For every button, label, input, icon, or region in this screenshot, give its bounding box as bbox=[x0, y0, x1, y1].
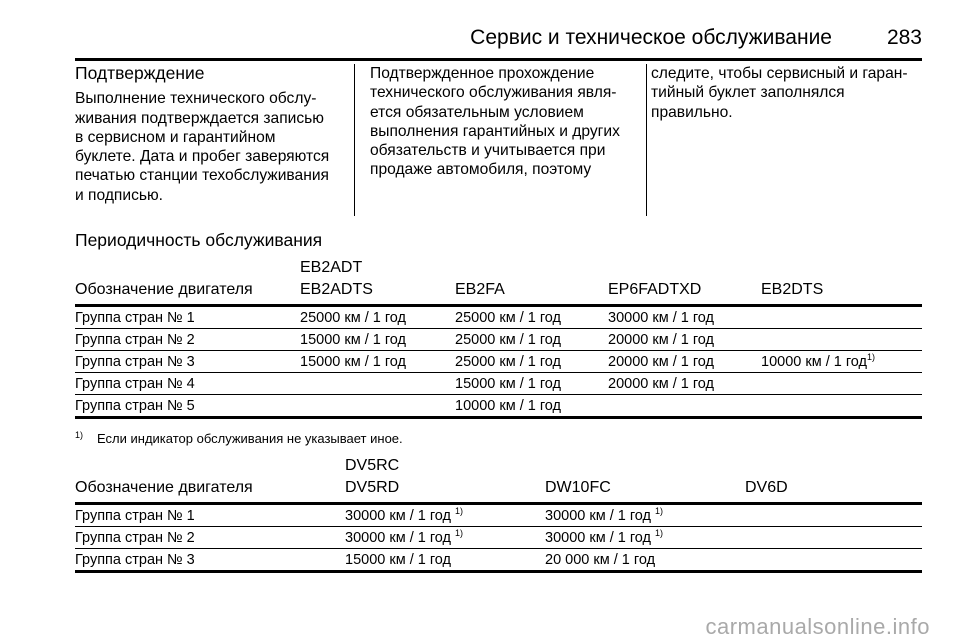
cell-text: Группа стран № 2 bbox=[75, 529, 195, 546]
service-interval-table-2 bbox=[75, 455, 922, 573]
footnote-reference: 1) bbox=[455, 527, 464, 538]
cell-text: 15000 км / 1 год bbox=[300, 331, 407, 348]
confirmation-text-1: Выполнение технического обслу- живания подтверждается записью в сервисном и гарантийном буклете. Дата и пробег заверяются печатью станции техобслуживания и подписью. bbox=[75, 90, 330, 204]
row-label-cell bbox=[75, 329, 300, 351]
cell-text: Группа стран № 3 bbox=[75, 353, 195, 370]
cell-text: 20000 км / 1 год bbox=[608, 353, 715, 370]
cell-text: 30000 км / 1 год bbox=[545, 529, 656, 546]
cell-text: 30000 км / 1 год bbox=[545, 507, 656, 524]
column-header bbox=[345, 455, 545, 504]
column-header bbox=[455, 257, 608, 306]
column-divider bbox=[354, 64, 355, 216]
interval-cell bbox=[608, 306, 761, 329]
table-header-row bbox=[75, 455, 922, 504]
column-header bbox=[761, 257, 922, 306]
interval-cell bbox=[300, 329, 455, 351]
column-divider bbox=[646, 64, 647, 216]
cell-text: Группа стран № 2 bbox=[75, 331, 195, 348]
cell-text: 15000 км / 1 год bbox=[455, 375, 562, 392]
interval-cell bbox=[455, 306, 608, 329]
footnote-reference: 1) bbox=[455, 505, 464, 516]
cell-text: Группа стран № 3 bbox=[75, 551, 195, 568]
column-header bbox=[745, 455, 922, 504]
periodic-heading: Периодичность обслуживания bbox=[75, 230, 323, 250]
interval-cell bbox=[455, 395, 608, 418]
cell-text: 20000 км / 1 год bbox=[608, 375, 715, 392]
cell-text: 15000 км / 1 год bbox=[300, 353, 407, 370]
interval-cell bbox=[545, 504, 745, 527]
cell-text: 20 000 км / 1 год bbox=[545, 551, 656, 568]
interval-cell bbox=[745, 504, 922, 527]
interval-cell bbox=[761, 395, 922, 418]
column-header bbox=[75, 257, 300, 306]
column-header-line: DW10FC bbox=[545, 479, 611, 496]
table-row bbox=[75, 306, 922, 329]
column-header-line: DV6D bbox=[745, 479, 788, 496]
confirmation-column-1 bbox=[75, 64, 345, 205]
interval-cell bbox=[300, 351, 455, 373]
table-row bbox=[75, 527, 922, 549]
table-row bbox=[75, 504, 922, 527]
table-row bbox=[75, 351, 922, 373]
page-number: 283 bbox=[886, 26, 922, 49]
column-header-line: DV5RC bbox=[345, 457, 400, 474]
table-row bbox=[75, 395, 922, 418]
cell-text: Группа стран № 5 bbox=[75, 397, 195, 414]
column-header-line: EB2ADTS bbox=[300, 281, 373, 298]
interval-cell bbox=[761, 351, 922, 373]
interval-cell bbox=[608, 351, 761, 373]
confirmation-column-2 bbox=[370, 64, 635, 180]
header-rule bbox=[75, 58, 922, 61]
column-header-line: DV5RD bbox=[345, 479, 400, 496]
interval-cell bbox=[608, 373, 761, 395]
column-header bbox=[608, 257, 761, 306]
cell-text: 25000 км / 1 год bbox=[300, 309, 407, 326]
cell-text: Группа стран № 4 bbox=[75, 375, 195, 392]
row-label-cell bbox=[75, 504, 345, 527]
cell-text: Группа стран № 1 bbox=[75, 507, 195, 524]
cell-text: 30000 км / 1 год bbox=[608, 309, 715, 326]
interval-cell bbox=[345, 527, 545, 549]
table-row bbox=[75, 373, 922, 395]
interval-cell bbox=[300, 373, 455, 395]
row-label-cell bbox=[75, 527, 345, 549]
service-interval-table-1 bbox=[75, 257, 922, 419]
cell-text: 30000 км / 1 год bbox=[345, 507, 456, 524]
interval-cell bbox=[345, 504, 545, 527]
interval-cell bbox=[545, 527, 745, 549]
interval-cell bbox=[545, 549, 745, 572]
cell-text: 30000 км / 1 год bbox=[345, 529, 456, 546]
row-label-cell bbox=[75, 549, 345, 572]
confirmation-column-3 bbox=[651, 64, 926, 122]
table-row bbox=[75, 549, 922, 572]
interval-cell bbox=[761, 329, 922, 351]
interval-cell bbox=[745, 527, 922, 549]
confirmation-heading: Подтверждение bbox=[75, 63, 205, 83]
column-header-line: EB2DTS bbox=[761, 281, 824, 298]
interval-cell bbox=[455, 373, 608, 395]
page-title: Сервис и техническое обслуживание bbox=[470, 26, 832, 49]
row-label-cell bbox=[75, 306, 300, 329]
column-header bbox=[300, 257, 455, 306]
confirmation-text-2: Подтвержденное прохождение технического обслуживания явля- ется обязательным условием выполнения гарантийных и других обязательств и учитывается при продаже автомобиля, поэтому bbox=[370, 65, 620, 179]
column-header-line: EB2FA bbox=[455, 281, 505, 298]
cell-text: Группа стран № 1 bbox=[75, 309, 195, 326]
interval-cell bbox=[608, 329, 761, 351]
table-header-row bbox=[75, 257, 922, 306]
column-header bbox=[75, 455, 345, 504]
interval-cell bbox=[345, 549, 545, 572]
cell-text: 20000 км / 1 год bbox=[608, 331, 715, 348]
cell-text: 15000 км / 1 год bbox=[345, 551, 452, 568]
interval-cell bbox=[300, 306, 455, 329]
footnote-text: Если индикатор обслуживания не указывает иное. bbox=[97, 431, 403, 446]
watermark: carmanualsonline.info bbox=[705, 614, 930, 639]
interval-cell bbox=[761, 306, 922, 329]
footnote-reference: 1) bbox=[867, 351, 876, 362]
column-header-line: Обозначение двигателя bbox=[75, 281, 253, 298]
interval-cell bbox=[300, 395, 455, 418]
interval-cell bbox=[745, 549, 922, 572]
table-row bbox=[75, 329, 922, 351]
row-label-cell bbox=[75, 373, 300, 395]
column-header-line: EB2ADT bbox=[300, 259, 363, 276]
column-header-line: Обозначение двигателя bbox=[75, 479, 253, 496]
footnote-reference: 1) bbox=[655, 527, 664, 538]
cell-text: 10000 км / 1 год bbox=[455, 397, 562, 414]
cell-text: 25000 км / 1 год bbox=[455, 353, 562, 370]
cell-text: 25000 км / 1 год bbox=[455, 331, 562, 348]
row-label-cell bbox=[75, 351, 300, 373]
cell-text: 10000 км / 1 год bbox=[761, 353, 868, 370]
column-header bbox=[545, 455, 745, 504]
confirmation-text-3: следите, чтобы сервисный и гаран- тийный буклет заполнялся правильно. bbox=[651, 65, 908, 121]
interval-cell bbox=[455, 351, 608, 373]
cell-text: 25000 км / 1 год bbox=[455, 309, 562, 326]
footnote bbox=[75, 430, 403, 446]
interval-cell bbox=[455, 329, 608, 351]
column-header-line: EP6FADTXD bbox=[608, 281, 702, 298]
footnote-mark: 1) bbox=[75, 430, 84, 440]
footnote-reference: 1) bbox=[655, 505, 664, 516]
row-label-cell bbox=[75, 395, 300, 418]
interval-cell bbox=[761, 373, 922, 395]
interval-cell bbox=[608, 395, 761, 418]
